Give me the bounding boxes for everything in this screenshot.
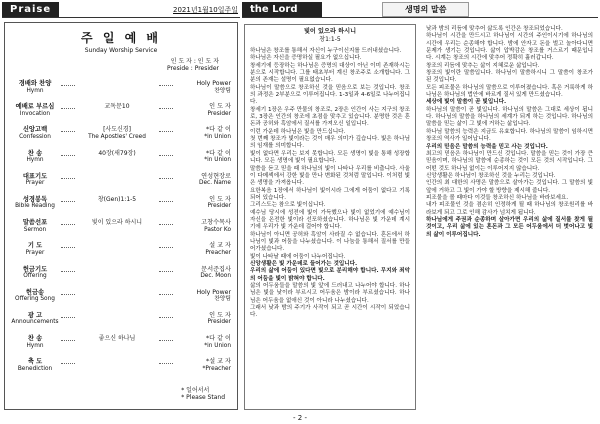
sermon-paragraph: 신앙생활은 빛 가운데로 들어가는 것입니다. bbox=[250, 260, 358, 267]
order-item-name bbox=[9, 336, 61, 349]
order-leader-ko: 설 교 자 bbox=[209, 242, 231, 250]
order-item-ko: 대표기도 bbox=[22, 172, 48, 180]
leader-dots bbox=[159, 224, 173, 225]
sermon-paragraph: 하나님이 말씀으로 창조하신 것을 믿음으로 보는 것입니다. 창조의 과정은 2부분으로 이루어집니다. 1-3일과 4-6일로 나누어집니다. bbox=[250, 84, 410, 106]
order-item-ko: 헌금기도 bbox=[22, 265, 48, 273]
leader-dots bbox=[61, 224, 75, 225]
stand-note-ko: * 일어서서 bbox=[181, 387, 210, 394]
sermon-paragraph: 예수님 당시에 성전에 빛이 가득했으나 빛이 없었기에 예수님이 자신을 온전한 빛이라 선포하셨습니다. 하나님은 빛 가운데 계시기에 우리가 빛 가운데 걸어야 합니다. bbox=[250, 209, 410, 231]
leader-dots bbox=[61, 108, 75, 109]
leader-dots bbox=[159, 85, 173, 86]
sermon-paragraph: 하나님이 시간을 만드시고 하나님이 시간의 주인이시기에 하나님의 시간에 우리는 순종해야 합니다. 밤에 안자고 돈을 벌고 놀아다니면 문제가 생기는 것입니다. 삶이 압박감은 창조를 거스르기 때문입니다. 시계는 창조의 시간에 맞추어 정확히 흘러갑니다. bbox=[426, 33, 593, 62]
order-item-name bbox=[9, 313, 61, 326]
order-item-detail bbox=[75, 220, 159, 227]
sermon-paragraph: 모든 피조물은 하나님의 말씀으로 이루어졌습니다. 혹은 거룩하게 하나님은 하나님의 법안에 바르게 질서 있게 만드셨습니다. bbox=[426, 84, 593, 99]
praise-tag: Praise bbox=[2, 2, 59, 17]
order-item-leader bbox=[173, 267, 235, 280]
order-item-detail bbox=[75, 197, 159, 204]
order-leader-ko: 연성현장로 bbox=[201, 172, 231, 180]
worship-title: 주 일 예 배 bbox=[81, 31, 161, 45]
order-item-detail bbox=[75, 336, 159, 343]
order-item-detail bbox=[75, 151, 159, 158]
sermon-paragraph: 하나님이 아니면 공허와 흑암이 사라질 수 없습니다. 혼돈에서 하나님이 빛과 어둠을 나누셨습니다. 이 나눔을 통해서 질서를 만들어가셨습니다. bbox=[250, 231, 410, 253]
order-row bbox=[9, 313, 235, 336]
order-row bbox=[9, 243, 235, 266]
order-item-name bbox=[9, 151, 61, 164]
leader-dots bbox=[61, 271, 75, 272]
order-item-name bbox=[9, 243, 61, 256]
order-detail-ko: 빛이 있으라 하시니 bbox=[91, 219, 143, 227]
order-item-detail bbox=[75, 127, 159, 140]
sermon-paragraph: 내가 피조물인 것을 겸손히 인정하게 될 때 하나님의 창조원리를 바라보게 되고 그로 인해 감사가 넘치게 됩니다. bbox=[426, 202, 593, 216]
order-leader-en: 찬양팀 bbox=[214, 296, 231, 303]
order-item-leader bbox=[173, 151, 235, 164]
sermon-reference: 창1:1-5 bbox=[319, 36, 341, 43]
order-item-leader bbox=[173, 336, 235, 349]
sermon-paragraph: 최고의 믿음은 하나님이 만드신 것입니다. 말씀을 믿는 것이 가장 큰 믿음이며, 하나님의 말씀에 순종하는 것이 모든 것의 시작입니다. 그 어떤 것도 하나님 없이는 이루어지지 않습니다. bbox=[426, 150, 593, 172]
leader-dots bbox=[61, 178, 75, 179]
order-leader-en: *in Union bbox=[204, 342, 231, 349]
order-item-ko: 예배로 부르심 bbox=[15, 103, 55, 111]
order-detail-ko: 좋으신 하나님 bbox=[98, 335, 136, 343]
order-leader-ko: *다 같 이 bbox=[206, 149, 231, 157]
sermon-paragraph: 그래서 낮과 밤의 주기가 사작이 되고 곧 시간이 시작이 되었습니다. bbox=[250, 305, 410, 319]
order-item-leader bbox=[173, 290, 235, 303]
order-item-en: Hymn bbox=[26, 87, 44, 94]
sermon-paragraph: 우리의 믿음은 말씀의 능력을 믿고 사는 것입니다. bbox=[426, 143, 548, 150]
sermon-paragraph: 창조의 빛이란 말씀입니다. 하나님이 말씀하시니 그 말씀이 창조가 된 것입니다. bbox=[426, 70, 593, 84]
presider-heading bbox=[5, 58, 237, 72]
leader-dots bbox=[159, 363, 173, 364]
leader-dots bbox=[159, 317, 173, 318]
sermon-paragraph: 빛이 없다면 우리는 보지 못합니다. 모든 생명이 빛을 통해 성장합니다. 모든 생명에 빛이 필요합니다. bbox=[250, 150, 410, 165]
order-item-en: Invocation bbox=[19, 110, 51, 117]
order-leader-ko: *다 같 이 bbox=[206, 335, 231, 343]
order-item-name bbox=[9, 290, 61, 303]
stand-note-en: * Please Stand bbox=[181, 394, 225, 401]
sermon-paragraph: 피조물을 볼 때마다 이것들 창조하신 하나님을 바라보세요. bbox=[426, 194, 569, 201]
order-leader-en: Presider bbox=[207, 319, 231, 326]
order-item-ko: 경배와 찬양 bbox=[18, 80, 52, 87]
order-item-leader bbox=[173, 359, 235, 372]
order-leader-en: *Preacher bbox=[202, 365, 231, 372]
order-leader-en: Dec. Moon bbox=[200, 273, 231, 279]
leader-dots bbox=[61, 247, 75, 248]
order-leader-en: Pastor Ko bbox=[204, 226, 231, 233]
order-leader-en: *in Union bbox=[204, 157, 231, 164]
sermon-panel bbox=[242, 2, 598, 412]
sermon-paragraph: 창세기 1장은 우주 만물의 창조로, 2장은 인간이 사는 지구의 창조로, 3장은 인간의 창조에 초점을 맞추고 있습니다. 분명한 것은 혼돈과 공허와 흑암에서 질서를 가져오신 일입니다. bbox=[250, 106, 410, 128]
order-item-ko: 기 도 bbox=[27, 242, 43, 250]
order-item-leader bbox=[173, 243, 235, 256]
stand-note bbox=[181, 387, 225, 401]
order-row bbox=[9, 127, 235, 150]
right-header bbox=[242, 2, 598, 18]
leader-dots bbox=[61, 317, 75, 318]
order-item-en: Benediction bbox=[17, 365, 53, 372]
order-row bbox=[9, 81, 235, 104]
order-detail-ko: 40장(새79장) bbox=[98, 149, 136, 157]
order-item-leader bbox=[173, 104, 235, 117]
leader-dots bbox=[61, 340, 75, 341]
leader-dots bbox=[61, 363, 75, 364]
sermon-paragraph: 세상에 빛이 말씀이 곧 빛입니다. bbox=[426, 99, 507, 106]
order-item-leader bbox=[173, 220, 235, 233]
sermon-paragraph: 요한복음 1장에서 하나님이 빛이시라 그에게 어둠이 없다고 기록되어 있습니다. bbox=[250, 187, 410, 201]
leader-dots bbox=[159, 155, 173, 156]
sermon-column-2 bbox=[422, 24, 597, 410]
order-row bbox=[9, 290, 235, 313]
sermon-paragraph: 낮과 밤의 리듬에 맞추어 삶도록 인간은 창조되었습니다. bbox=[426, 26, 563, 32]
order-leader-en: Presider bbox=[207, 203, 231, 210]
order-item-en: Hymn bbox=[26, 342, 44, 349]
leader-dots bbox=[61, 155, 75, 156]
order-item-name bbox=[9, 104, 61, 117]
order-list bbox=[9, 81, 235, 382]
leader-dots bbox=[159, 131, 173, 132]
order-detail-ko: 교독문10 bbox=[104, 103, 130, 111]
sermon-paragraph: 인간의 최 대한의 사명은 말씀으로 살아가는 것입니다. 그 말씀의 빛 앞에 거하고 그 빛이 가야 할 방향을 제시해 줍니다. bbox=[426, 180, 593, 194]
order-leader-ko: Holy Power bbox=[196, 80, 231, 87]
order-item-name bbox=[9, 81, 61, 94]
order-item-name bbox=[9, 220, 61, 233]
order-row bbox=[9, 104, 235, 127]
order-item-leader bbox=[173, 313, 235, 326]
order-leader-ko: Holy Power bbox=[196, 288, 231, 296]
sermon-paragraph: 우리의 삶에 어둠이 있다면 빛으로 분리해야 합니다. 무지와 죄악의 어둠을 빛이 밝혀야 합니다. bbox=[250, 268, 410, 282]
order-item-name bbox=[9, 174, 61, 187]
order-item-en: Sermon bbox=[23, 226, 47, 233]
order-leader-ko: 고창수목사 bbox=[201, 219, 231, 227]
leader-dots bbox=[159, 108, 173, 109]
worship-subtitle: Sunday Worship Service bbox=[84, 47, 158, 54]
order-row bbox=[9, 359, 235, 382]
sermon-paragraph: 창세기에 등장하는 하나님은 증명의 대상이 아닌 이미 존재하시는 분으로 시작합니다. 그를 태초부터 계신 창조주로 소개합니다. 그분의 존재는 설명이 필요없습니다. bbox=[250, 62, 410, 84]
leader-dots bbox=[159, 271, 173, 272]
worship-order-panel bbox=[2, 2, 240, 412]
order-item-en: Announcements bbox=[11, 319, 59, 326]
order-item-name bbox=[9, 127, 61, 140]
leader-dots bbox=[61, 294, 75, 295]
order-item-name bbox=[9, 197, 61, 210]
order-detail-en: The Apostles' Creed bbox=[88, 133, 146, 140]
order-item-name bbox=[9, 267, 61, 280]
order-row bbox=[9, 197, 235, 220]
order-item-en: Prayer bbox=[25, 180, 45, 187]
order-item-leader bbox=[173, 197, 235, 210]
order-item-leader bbox=[173, 127, 235, 140]
order-item-ko: 신앙고백 bbox=[22, 126, 48, 134]
lord-tag: the Lord bbox=[242, 2, 322, 17]
order-leader-en: Dec. Name bbox=[198, 180, 231, 187]
sermon-paragraph: 창조의 리듬에 맞추는 삶이 지혜로운 삶입니다. bbox=[426, 62, 540, 69]
order-detail-ko: 창(Gen)1:1-5 bbox=[97, 195, 137, 203]
sermon-paragraph: 하나님은 자신을 증명하실 필요가 없으십니다. bbox=[250, 55, 362, 62]
order-item-ko: 찬 송 bbox=[27, 335, 43, 343]
leader-dots bbox=[61, 131, 75, 132]
order-item-ko: 헌금송 bbox=[25, 288, 45, 296]
order-leader-en: Preacher bbox=[205, 249, 231, 256]
order-item-en: Offering bbox=[23, 273, 47, 279]
order-item-en: Prayer bbox=[25, 249, 45, 256]
presider-en: Preside : Presider bbox=[167, 65, 219, 72]
order-row bbox=[9, 174, 235, 197]
order-item-en: Offering Song bbox=[15, 296, 55, 303]
service-date: 2021년1월10일주일 bbox=[173, 5, 238, 14]
sermon-paragraph: 하나님은 창조를 통해서 자신이 누구이신지를 드러내셨습니다. bbox=[250, 48, 402, 54]
leader-dots bbox=[61, 85, 75, 86]
order-item-ko: 축 도 bbox=[27, 358, 43, 366]
leader-dots bbox=[159, 201, 173, 202]
order-row bbox=[9, 267, 235, 290]
sermon-paragraph: 빛이 나타날 때에 어둠이 나누어집니다. bbox=[250, 253, 346, 260]
order-item-ko: 찬 송 bbox=[27, 149, 43, 157]
sermon-paragraph: 말씀을 듣고 믿을 때 하나님의 빛이 나타나 우리를 비춥니다. 사울이 다메섹에서 강한 빛을 만나 변화된 것처럼 말입니다. 이처럼 빛은 생명을 가져옵니다. bbox=[250, 165, 410, 187]
sermon-paragraph: 하나님의 말씀이 곧 빛입니다. 하나님의 말씀은 그대로 세상이 됩니다. 하나님의 말씀을 하나님의 세계가 되게 하는 것입니다. 하나님의 말씀을 믿는 삶이 그 빛에 거하는 삶입니다. bbox=[426, 106, 593, 128]
leader-dots bbox=[159, 178, 173, 179]
sermon-column-1 bbox=[244, 24, 416, 410]
order-item-ko: 광 고 bbox=[27, 311, 43, 319]
order-row bbox=[9, 220, 235, 243]
left-header bbox=[2, 2, 240, 18]
sermon-title: 빛이 있으라 하시니 bbox=[303, 28, 357, 35]
order-item-en: Bible Reading bbox=[15, 203, 55, 210]
order-leader-en: *in Union bbox=[204, 133, 231, 140]
order-detail-ko: [사도신경] bbox=[103, 126, 131, 134]
sermon-paragraph: 이런 가운데 하나님은 빛을 만드십니다. bbox=[250, 128, 346, 135]
sermon-paragraph: 첫 번째 창조가 빛이라는 것이 매우 의미가 깊습니다. 빛은 하나님의 임재를 의미합니다. bbox=[250, 136, 410, 150]
order-item-leader bbox=[173, 81, 235, 94]
leader-dots bbox=[159, 247, 173, 248]
order-leader-ko: *다 같 이 bbox=[206, 126, 231, 134]
order-leader-en: 찬양팀 bbox=[214, 87, 231, 94]
leader-dots bbox=[61, 201, 75, 202]
order-leader-ko: 인 도 자 bbox=[209, 103, 231, 111]
order-item-name bbox=[9, 359, 61, 372]
order-item-en: Hymn bbox=[26, 157, 44, 164]
order-item-ko: 성경봉독 bbox=[22, 195, 48, 203]
life-word-title: 생명의 말씀 bbox=[382, 2, 469, 17]
leader-dots bbox=[159, 294, 173, 295]
sermon-paragraph: 삶의 어두움들을 말씀의 빛 앞에 드러내고 나누어야 합니다. 하나님은 빛을 낮이라 부르시고 어두움은 밤이라 부르셨습니다. 하나님은 어두움을 없애신 것이 아니라 나누셨습니다. bbox=[250, 283, 410, 304]
order-item-leader bbox=[173, 174, 235, 187]
order-row bbox=[9, 336, 235, 359]
order-leader-ko: *설 교 자 bbox=[206, 358, 231, 366]
sermon-paragraph: 하나님 말씀의 능력은 지금도 유효합니다. 하나님의 말씀이 임하시면 창조의 역사가 일어납니다. bbox=[426, 128, 593, 143]
worship-box bbox=[4, 22, 238, 410]
order-item-ko: 말씀선포 bbox=[22, 219, 48, 227]
sermon-paragraph: 그리스도는 참으로 빛이십니다. bbox=[250, 202, 326, 209]
order-row bbox=[9, 151, 235, 174]
page-number: - 2 - bbox=[293, 414, 307, 422]
order-item-en: Confession bbox=[19, 133, 51, 140]
order-leader-ko: 인 도 자 bbox=[209, 311, 231, 319]
order-item-detail bbox=[75, 104, 159, 111]
order-leader-ko: 인 도 자 bbox=[209, 195, 231, 203]
order-leader-ko: 문서준집사 bbox=[201, 265, 231, 273]
presider-ko: 인 도 자 : 인 도 자 bbox=[170, 58, 219, 65]
order-leader-en: Presider bbox=[207, 110, 231, 117]
sermon-paragraph: 하나님에게 주권과 순종하며 살아가면 우리의 삶에 질서를 찾게 될 것이고, 우리 삶에 있는 혼돈과 그 모든 어두움에서 더 벗어나고 빛의 삶이 이루어집니다. bbox=[426, 216, 593, 238]
leader-dots bbox=[159, 340, 173, 341]
sermon-paragraph: 신앙생활은 하나님이 창조하신 것을 누리는 것입니다. bbox=[426, 172, 556, 179]
